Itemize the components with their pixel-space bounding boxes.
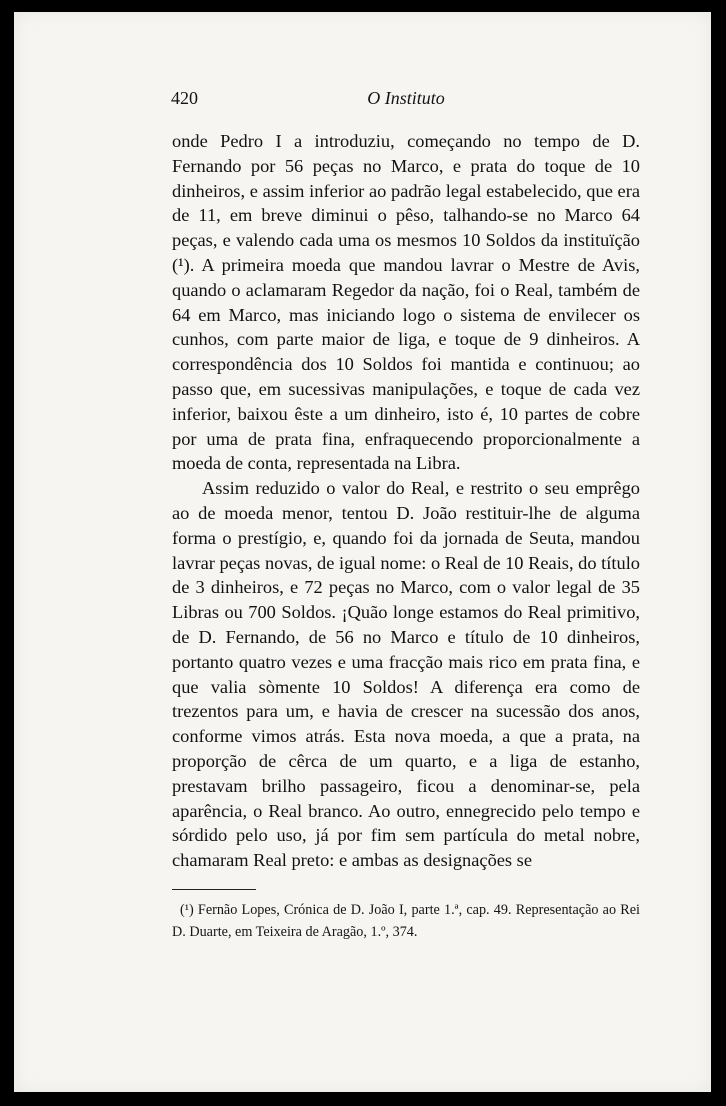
footnote-1: (¹) Fernão Lopes, Crónica de D. João I, parte 1.ª, cap. 49. Representação ao Rei D. Duarte, em Teixeira de Aragão, 1.º, 374. bbox=[172, 902, 640, 940]
body-text bbox=[172, 129, 640, 873]
page-number: 420 bbox=[171, 88, 198, 108]
running-title: O Instituto bbox=[367, 88, 445, 108]
page-header bbox=[171, 88, 641, 112]
scanned-page bbox=[14, 12, 711, 1092]
paragraph-1: onde Pedro I a introduziu, começando no tempo de D. Fernando por 56 peças no Marco, e prata do toque de 10 dinheiros, e assim inferior ao padrão legal estabelecido, que era de 11, em breve diminui o pêso, talhando-se no Marco 64 peças, e valendo cada uma os mesmos 10 Soldos da instituïção (¹). A primeira moeda que mandou lavrar o Mestre de Avis, quando o aclamaram Regedor da nação, foi o Real, também de 64 em Marco, mas iniciando logo o sistema de envilecer os cunhos, com parte maior de liga, e toque de 9 dinheiros. A correspondência dos 10 Soldos foi mantida e continuou; ao passo que, em sucessivas manipulações, e toque de cada vez inferior, baixou êste a um dinheiro, isto é, 10 partes de cobre por uma de prata fina, enfraquecendo proporcionalmente a moeda de conta, representada na Libra. bbox=[172, 131, 640, 474]
footnotes bbox=[172, 899, 640, 943]
paragraph-2: Assim reduzido o valor do Real, e restrito o seu emprêgo ao de moeda menor, tentou D. João restituir-lhe de alguma forma o prestígio, e, quando foi da jornada de Seuta, mandou lavrar peças novas, de igual nome: o Real de 10 Reais, do título de 3 dinheiros, e 72 peças no Marco, com o valor legal de 35 Libras ou 700 Soldos. ¡Quão longe estamos do Real primitivo, de D. Fernando, de 56 no Marco e título de 10 dinheiros, portanto quatro vezes e uma fracção mais rico em prata fina, e que valia sòmente 10 Soldos! A diferença era como de trezentos para um, e havia de crescer na sucessão dos anos, conforme vimos atrás. Esta nova moeda, a que a prata, na proporção de cêrca de um quarto, e a liga de estanho, prestavam brilho passageiro, ficou a denominar-se, pela aparência, o Real branco. Ao outro, ennegrecido pelo tempo e sórdido pelo uso, já por fim sem partícula do metal nobre, chamaram Real preto: e ambas as designações se bbox=[172, 478, 640, 871]
footnote-divider bbox=[172, 889, 256, 890]
